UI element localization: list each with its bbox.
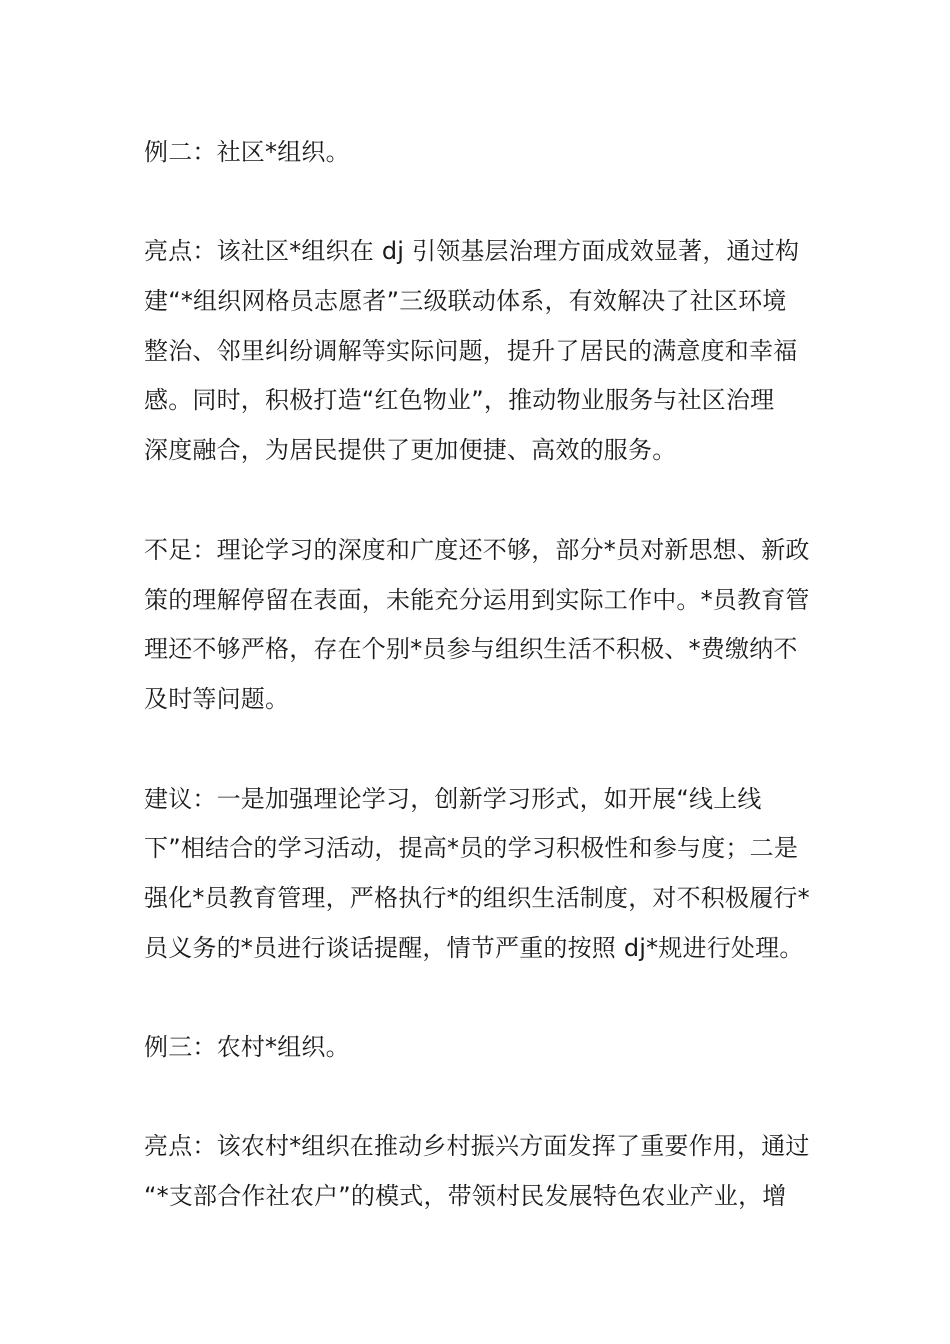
example3-highlight-line-1: 亮点：该农村*组织在推动乡村振兴方面发挥了重要作用，通过 xyxy=(144,1132,810,1160)
example2-suggestion-line-4: 员义务的*员进行谈话提醒，情节严重的按照 dj*规进行处理。 xyxy=(144,934,804,962)
example2-highlight-line-5: 深度融合，为居民提供了更加便捷、高效的服务。 xyxy=(144,436,677,464)
example2-highlight-line-1: 亮点：该社区*组织在 dj 引领基层治理方面成效显著，通过构 xyxy=(144,237,800,265)
example2-highlight-line-2: 建“*组织网格员志愿者”三级联动体系，有效解决了社区环境 xyxy=(144,287,787,315)
example2-suggestion-line-1: 建议：一是加强理论学习，创新学习形式，如开展“线上线 xyxy=(144,785,762,813)
example2-shortcoming-line-2: 策的理解停留在表面，未能充分运用到实际工作中。*员教育管 xyxy=(144,586,810,614)
example2-suggestion-line-2: 下”相结合的学习活动，提高*员的学习积极性和参与度；二是 xyxy=(144,834,799,862)
example2-shortcoming-line-1: 不足：理论学习的深度和广度还不够，部分*员对新思想、新政 xyxy=(144,536,810,564)
example2-suggestion-line-3: 强化*员教育管理，严格执行*的组织生活制度，对不积极履行* xyxy=(144,884,810,912)
example2-heading: 例二：社区*组织。 xyxy=(144,138,350,166)
example2-highlight-line-4: 感。同时，积极打造“红色物业”，推动物业服务与社区治理 xyxy=(144,386,775,414)
example2-highlight-line-3: 整治、邻里纠纷调解等实际问题，提升了居民的满意度和幸福 xyxy=(144,337,798,365)
example2-shortcoming-line-4: 及时等问题。 xyxy=(144,685,290,713)
example3-heading: 例三：农村*组织。 xyxy=(144,1033,350,1061)
example3-highlight-line-2: “*支部合作社农户”的模式，带领村民发展特色农业产业，增 xyxy=(144,1182,787,1210)
example2-shortcoming-line-3: 理还不够严格，存在个别*员参与组织生活不积极、*费缴纳不 xyxy=(144,635,798,663)
